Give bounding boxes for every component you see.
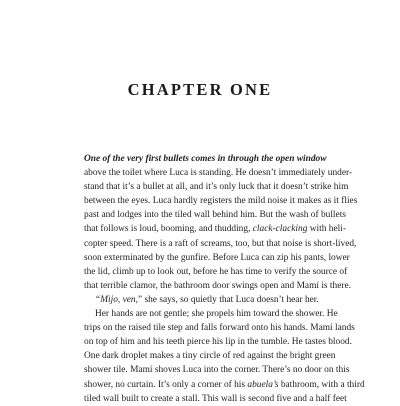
text-segment: the lid, climb up to look out, before he has time to verify the source of (84, 266, 348, 277)
text-line (84, 194, 358, 208)
italic-text: “Mijo, ven, (95, 294, 138, 305)
text-segment: with heli- (307, 224, 346, 235)
paragraph (84, 293, 318, 307)
text-line (84, 166, 353, 180)
text-line (84, 251, 350, 265)
text-line (84, 392, 347, 406)
text-segment: that terrible clamor, the bathroom door swings open and Mamí is there. (84, 280, 352, 291)
text-line (84, 222, 346, 236)
lead-in-text: One of the very first bullets comes in through the open window (84, 154, 327, 164)
text-segment: soon exterminated by the gunfire. Before Luca can zip his pants, lower (84, 252, 350, 263)
text-segment: tiled wall built to create a stall. This wall is second five and a half feet (84, 393, 347, 404)
text-segment: that follows is loud, booming, and thudding, (84, 224, 253, 235)
text-segment: shower, no curtain. It’s only a corner of his (84, 379, 248, 390)
text-line (84, 279, 352, 293)
paragraph (84, 307, 365, 406)
text-line (84, 208, 346, 222)
text-line (84, 152, 327, 166)
text-line (84, 237, 357, 251)
text-segment: Her hands are not gentle; she propels him toward the shower. He (95, 309, 338, 320)
text-segment: shower tile. Mamí shoves Luca into the corner. There’s no door on this (84, 365, 350, 376)
chapter-title: CHAPTER ONE (127, 80, 273, 99)
text-line (84, 307, 338, 321)
text-segment: ” she says, so quietly that Luca doesn’t hear her. (137, 294, 319, 305)
text-segment: copter speed. There is a raft of screams, too, but that noise is short-lived, (84, 238, 357, 249)
text-line (84, 293, 318, 307)
italic-text: clack-clacking (252, 224, 308, 235)
text-line (84, 349, 336, 363)
text-segment: trips on the raised tile step and falls forward onto his hands. Mamí lands (84, 323, 355, 334)
text-segment: stand that it’s a bullet at all, and it’s only luck that it doesn’t strike him (84, 182, 349, 193)
paragraph (84, 152, 358, 293)
text-line (84, 335, 352, 349)
chapter-body-text (84, 152, 365, 406)
italic-text: abuela’s (247, 379, 279, 390)
text-segment: bathroom, with a third (278, 379, 365, 390)
text-segment: One dark droplet makes a tiny circle of red against the bright green (84, 351, 336, 362)
text-segment: on top of him and his teeth pierce his lip in the tumble. He tastes blood. (84, 337, 352, 348)
text-line (84, 265, 348, 279)
text-segment: between the eyes. Luca hardly registers the mild noise it makes as it flies (84, 196, 358, 207)
text-line (84, 180, 349, 194)
text-line (84, 321, 355, 335)
text-line (84, 363, 350, 377)
text-line (84, 378, 365, 392)
text-segment: past and lodges into the tiled wall behind him. But the wash of bullets (84, 210, 346, 221)
text-segment: above the toilet where Luca is standing. He doesn’t immediately under- (84, 168, 353, 179)
